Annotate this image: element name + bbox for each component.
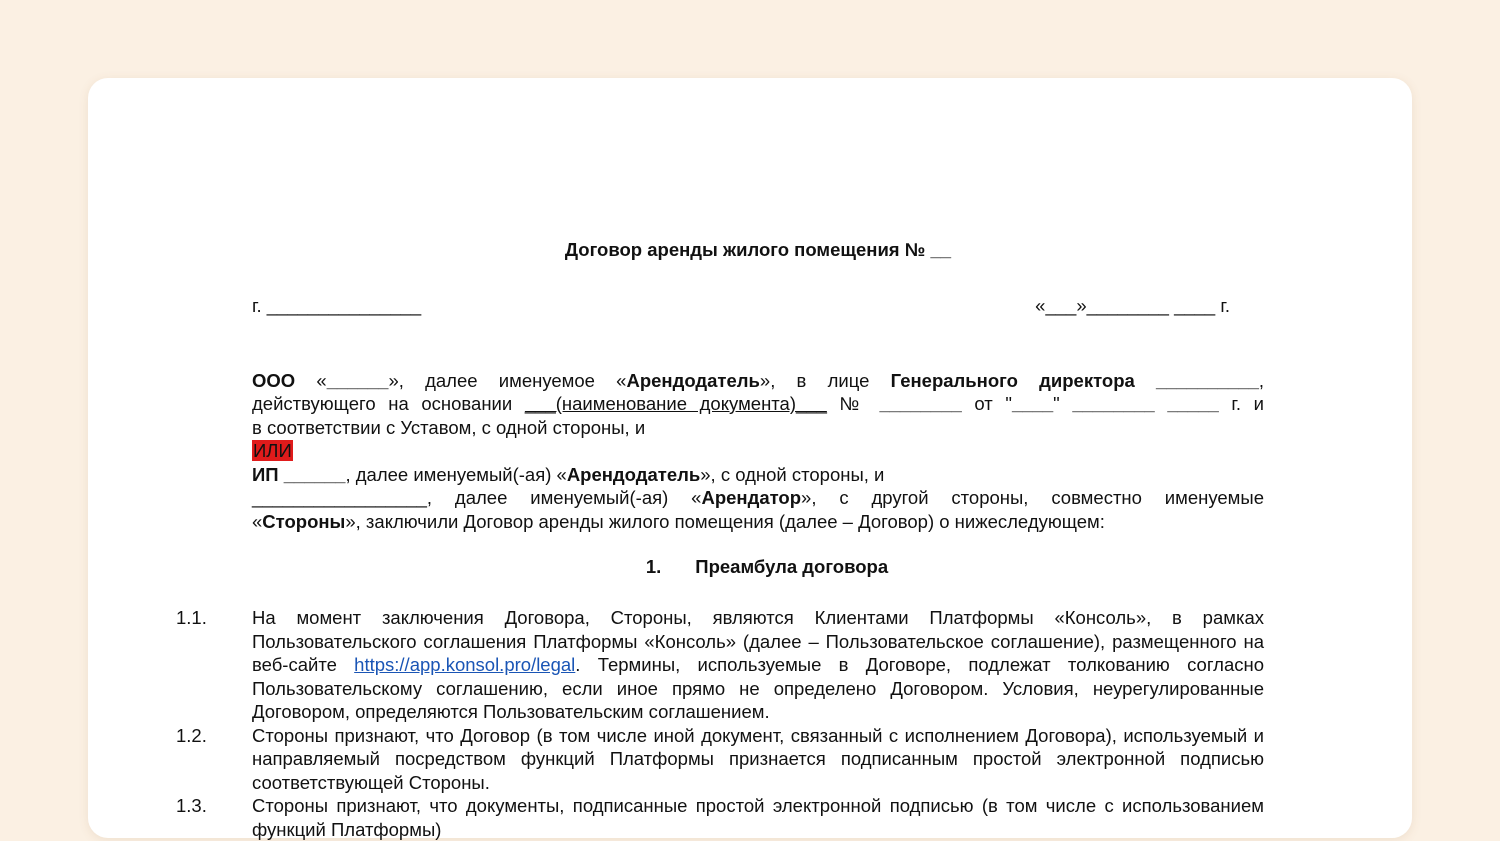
charter-line: в соответствии с Уставом, с одной стороны, и [252,416,646,438]
document-title: Договор аренды жилого помещения № __ [564,239,952,260]
tenant-name-blank: _________________ [252,487,427,508]
clause-text-part: На момент заключения Договора, Стороны, являются Клиентами Платформы «Консоль», в рамках Пользовательского соглашения Платформы «Консоль» (далее – Пользовательское соглашение), размещенного на веб-сайте [252,607,1264,675]
party-ooo-line-1 [252,369,1264,393]
ip-label: ИП [252,463,279,485]
clauses-list [176,606,1264,840]
ooo-name-blank: ______ [326,369,389,391]
sides-term: Стороны [262,510,346,532]
ooo-label: ООО [252,369,296,391]
document-name-field: ___(наименование документа)___ [524,393,827,414]
clause-text-part: . Термины, используемые в Договоре, подлежат толкованию согласно Пользовательскому соглашению, если иное прямо не определено Договором. Условия, неурегулированные Договором, определяются Пользовательским соглашением. [252,654,1264,722]
tenant-text-1: , далее именуемый(-ая) « [426,487,702,508]
clause-text: Стороны признают, что документы, подписанные простой электронной подписью (в том числе с использованием функций Платформы) [252,795,1264,840]
landlord-term: Арендодатель [626,369,760,391]
comma: , [1258,369,1265,391]
ip-name-blank: ______ [278,463,346,485]
section-1-heading [252,555,1264,579]
ooo-text-2: », в лице [759,369,891,391]
party-ooo-line-2 [252,392,1264,416]
basis-text-2: № [826,393,880,414]
clause-number: 1.1. [176,607,207,628]
ip-text-2: », с одной стороны, и [700,463,885,485]
clause-text: Стороны признают, что Договор (в том числе иной документ, связанный с исполнением Договора), используемый и направляемый посредством функций Платформы признается подписанным простой электронной подписью соответствующей Стороны. [252,724,1264,793]
ooo-text-1: », далее именуемое « [388,369,627,391]
section-1-number: 1. [645,556,662,577]
clause-number: 1.2. [176,724,207,746]
date-field: «___»________ ____ г. [1035,294,1230,316]
sides-line [252,510,1264,534]
document-card [88,78,1412,838]
month-blank: ________ [1072,393,1155,414]
section-1-title: Преамбула договора [695,556,889,577]
clause-1-3 [176,794,1264,840]
ip-text-1: , далее именуемый(-ая) « [345,463,567,485]
city-field: г. _______________ [252,294,422,316]
basis-text-3: от " [961,393,1012,414]
ip-landlord-term: Арендодатель [566,463,701,485]
party-tenant-line [252,486,1264,510]
clause-1-2 [176,724,1264,795]
day-blank: ____ [1012,393,1054,414]
clause-text [252,606,1264,724]
doc-number-blank: ________ [879,393,962,414]
or-highlight-marker: ИЛИ [253,440,292,461]
tenant-term: Арендатор [701,487,802,508]
basis-text-5 [1155,393,1168,414]
city-date-row [252,294,1264,318]
basis-text-6: г. и [1218,393,1264,414]
clause-1-1 [176,606,1264,724]
document-body [252,238,1264,579]
year-blank: _____ [1167,393,1219,414]
sides-text: », заключили Договор аренды жилого помещения (далее – Договор) о нижеследующем: [345,510,1105,532]
basis-text-1: действующего на основании [252,393,525,414]
or-line [252,439,1264,463]
sides-quote-open: « [252,510,263,532]
basis-text-4: " [1053,393,1073,414]
konsol-legal-link[interactable]: https://app.konsol.pro/legal [354,654,576,675]
party-ip-line [252,463,1264,487]
director-term: Генерального директора __________ [890,369,1259,391]
tenant-text-2: », с другой стороны, совместно именуемые [801,487,1264,508]
clause-number: 1.3. [176,795,207,816]
quote-open: « [316,369,327,391]
parties-paragraph [252,369,1264,534]
